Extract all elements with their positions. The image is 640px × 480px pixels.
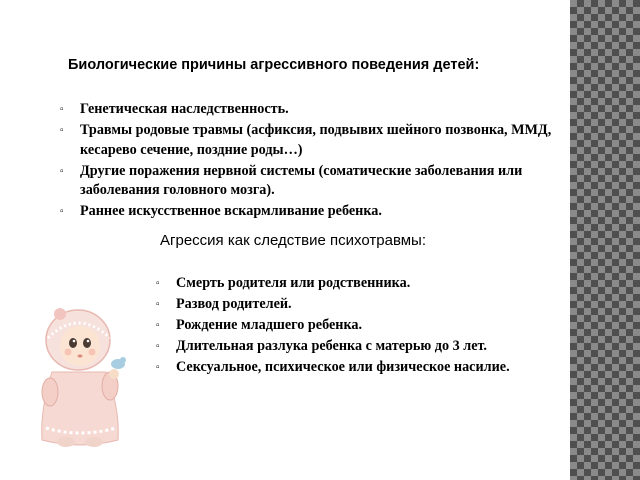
list-item: ▫ Рождение младшего ребенка. [156,316,561,336]
list-item: ▫ Раннее искусственное вскармливание ребенка. [60,202,565,222]
list-item: ▫ Длительная разлука ребенка с матерью до 3 лет. [156,337,561,357]
bullet-icon: ▫ [156,341,160,352]
bullet-icon: ▫ [156,299,160,310]
list-item: ▫ Смерть родителя или родственника. [156,274,561,294]
baby-doll-illustration [30,300,130,450]
list-item: ▫ Другие поражения нервной системы (соматические заболевания или заболевания головного мозга). [60,162,523,198]
list-item: ▫ Развод родителей. [156,295,561,315]
bullet-icon: ▫ [156,278,160,289]
list-item: ▫ Травмы родовые травмы (асфиксия, подвывих шейного позвонка, ММД, кесарево сечение, поздние роды…) [60,122,552,158]
list-item: ▫ Сексуальное, психическое или физическое насилие. [156,358,561,378]
bullet-icon: ▫ [60,206,64,217]
heading-trauma-causes: Агрессия как следствие психотравмы: [160,232,427,249]
bullet-icon: ▫ [60,165,64,177]
bullet-icon: ▫ [60,125,64,136]
list-item: ▫ Генетическая наследственность. [60,100,565,120]
bullet-icon: ▫ [156,320,160,331]
trauma-causes-list [156,274,561,379]
bullet-icon: ▫ [60,104,64,115]
heading-biological-causes: Биологические причины агрессивного поведения детей: [68,57,480,73]
bullet-icon: ▫ [156,362,160,373]
decorative-side-pattern [570,0,640,480]
biological-causes-list [60,100,565,223]
